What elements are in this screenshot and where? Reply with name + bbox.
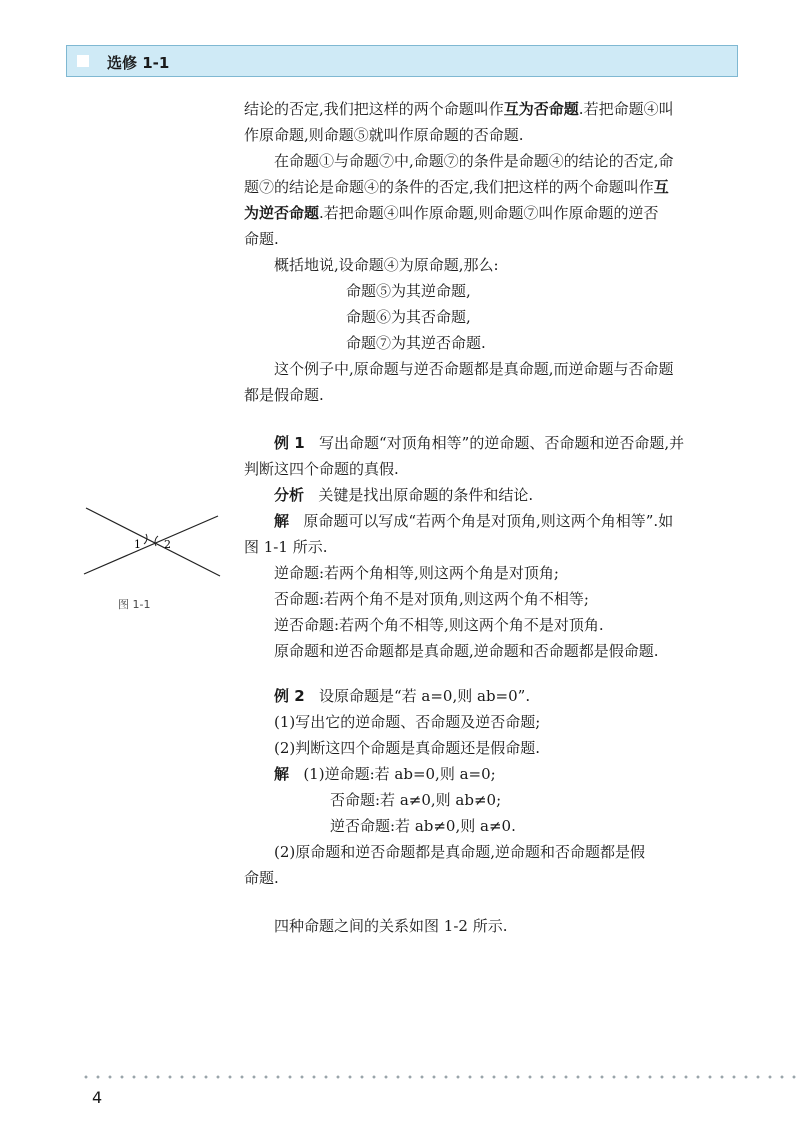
- example1-line2: 判断这四个命题的真假.: [244, 460, 399, 478]
- example2-solution2: 否命题:若 a≠0,则 ab≠0;: [330, 791, 502, 809]
- header-title: 选修 1-1: [107, 54, 170, 72]
- angle-label-1: 1: [134, 538, 141, 551]
- para1-line2: 作原命题,则命题⑤就叫作原命题的否命题.: [244, 126, 524, 144]
- example1-contrapositive: 逆否命题:若两个角不相等,则这两个角不是对顶角.: [274, 616, 604, 634]
- example1-solution-line2: 图 1-1 所示.: [244, 538, 328, 556]
- angle-arc-1: [144, 534, 147, 544]
- footer-dotted-rule: [80, 1074, 800, 1080]
- example1-conclusion: 原命题和逆否命题都是真命题,逆命题和否命题都是假命题.: [274, 642, 659, 660]
- figure-line-a: [86, 508, 220, 576]
- header-square-icon: [77, 55, 89, 67]
- para2-line3: 为逆否命题.若把命题④叫作原命题,则命题⑦叫作原命题的逆否: [244, 204, 659, 222]
- angle-label-2: 2: [164, 538, 171, 551]
- para3-item: 命题⑤为其逆命题,: [346, 282, 471, 300]
- example1-line1: 例 1 写出命题“对顶角相等”的逆命题、否命题和逆否命题,并: [274, 434, 685, 452]
- closing-line: 四种命题之间的关系如图 1-2 所示.: [274, 917, 508, 935]
- page-header-bar: [66, 45, 738, 77]
- term-contrapositive: 为逆否命题: [244, 204, 320, 222]
- para3-item: 命题⑥为其否命题,: [346, 308, 471, 326]
- example2-solution3: 逆否命题:若 ab≠0,则 a≠0.: [330, 817, 516, 835]
- example2-solution4-line2: 命题.: [244, 869, 279, 887]
- example2-question1: (1)写出它的逆命题、否命题及逆否命题;: [274, 713, 541, 731]
- para2-line2: 题⑦的结论是命题④的条件的否定,我们把这样的两个命题叫作互: [244, 178, 669, 196]
- example1-converse: 逆命题:若两个角相等,则这两个角是对顶角;: [274, 564, 559, 582]
- example1-inverse: 否命题:若两个角不是对顶角,则这两个角不相等;: [274, 590, 589, 608]
- figure-caption: 图 1-1: [118, 598, 151, 611]
- para3-item: 命题⑦为其逆否命题.: [346, 334, 486, 352]
- example2-label: 例 2: [274, 687, 305, 705]
- example1-analysis: 分析 关键是找出原命题的条件和结论.: [274, 486, 534, 504]
- example2-line1: 例 2 设原命题是“若 a=0,则 ab=0”.: [274, 687, 531, 705]
- vertical-angles-figure: [78, 498, 228, 588]
- example2-question2: (2)判断这四个命题是真命题还是假命题.: [274, 739, 541, 757]
- para2-line1: 在命题①与命题⑦中,命题⑦的条件是命题④的结论的否定,命: [274, 152, 674, 170]
- para2-line4: 命题.: [244, 230, 279, 248]
- para3-intro: 概括地说,设命题④为原命题,那么:: [274, 256, 499, 274]
- page-number: 4: [92, 1088, 103, 1107]
- example2-solution1: 解 (1)逆命题:若 ab=0,则 a=0;: [274, 765, 496, 783]
- para4-line1: 这个例子中,原命题与逆否命题都是真命题,而逆命题与否命题: [274, 360, 674, 378]
- para1-line1: 结论的否定,我们把这样的两个命题叫作互为否命题.若把命题④叫: [244, 100, 674, 118]
- para4-line2: 都是假命题.: [244, 386, 324, 404]
- term-mutual-negation: 互为否命题: [503, 100, 579, 118]
- example1-solution-line1: 解 原命题可以写成“若两个角是对顶角,则这两个角相等”.如: [274, 512, 674, 530]
- example2-solution4-line1: (2)原命题和逆否命题都是真命题,逆命题和否命题都是假: [274, 843, 646, 861]
- example1-label: 例 1: [274, 434, 305, 452]
